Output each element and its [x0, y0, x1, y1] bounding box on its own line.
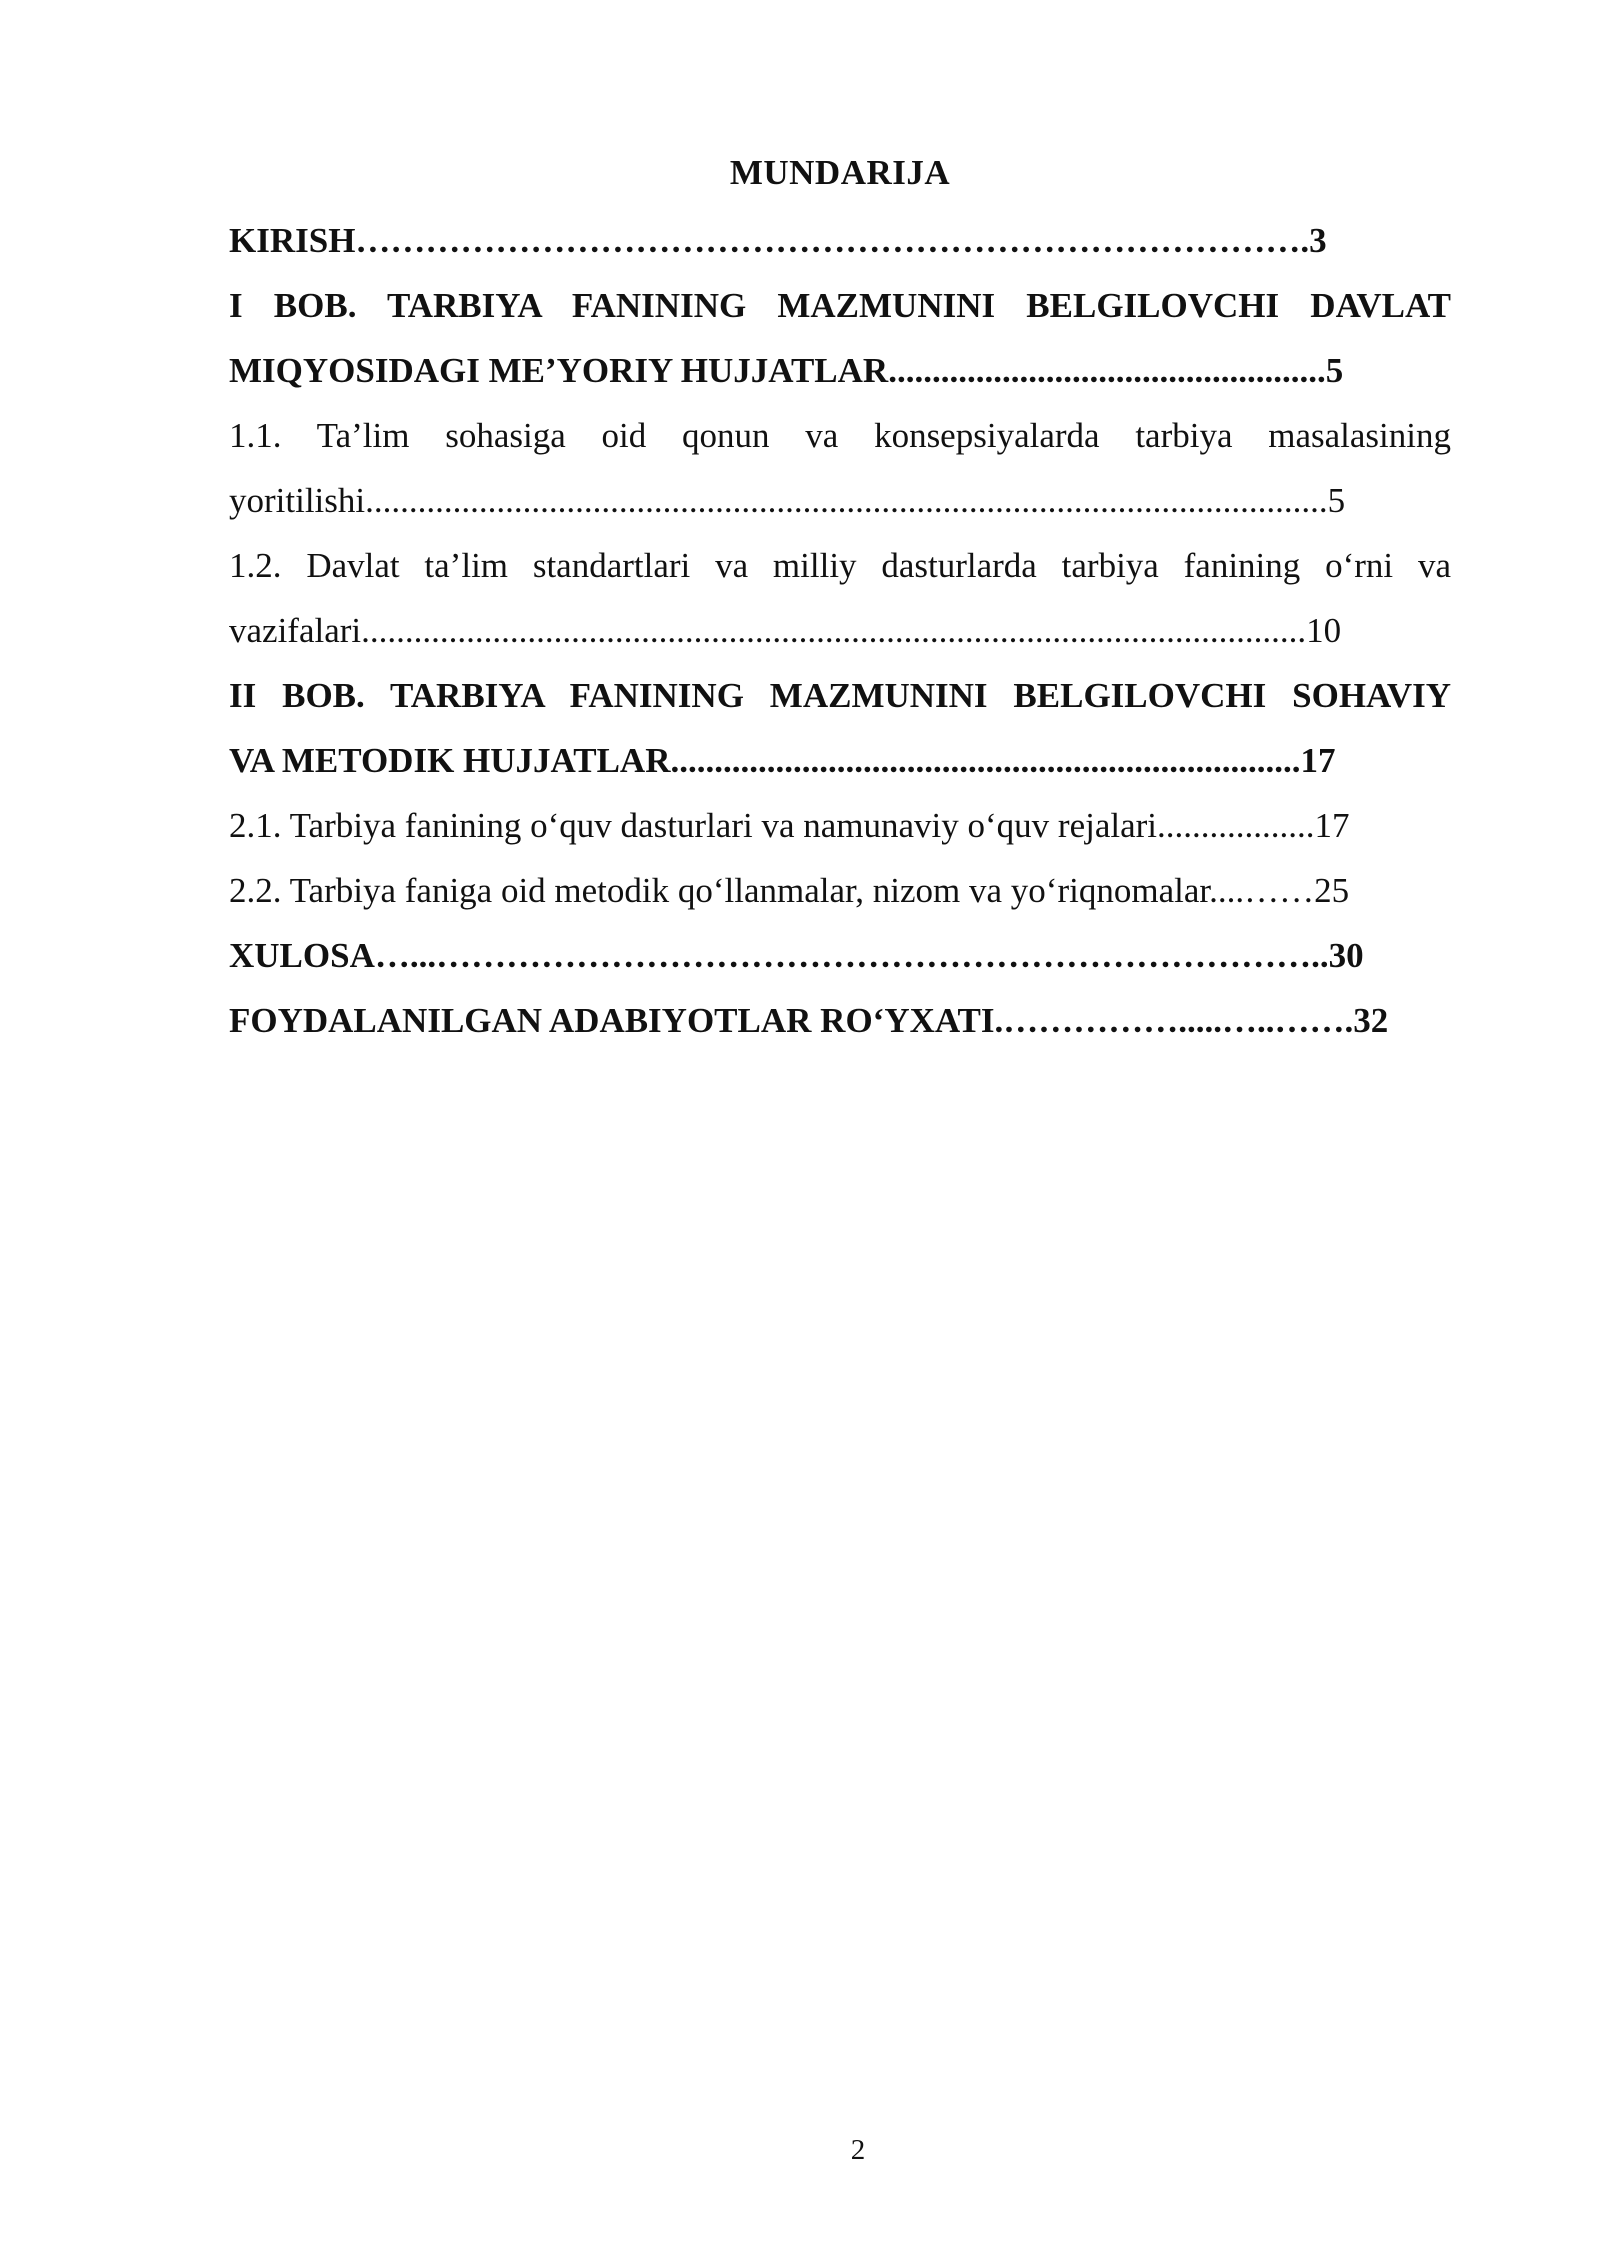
table-of-contents: [229, 208, 1451, 1053]
toc-entry-section-2-1: 2.1. Tarbiya fanining o‘quv dasturlari va namunaviy o‘quv rejalari..................17: [229, 806, 1350, 845]
toc-entry-xulosa: XULOSA…...…………………………………………………………………..30: [229, 936, 1364, 975]
toc-entry-chapter-2-line-2: VA METODIK HUJJATLAR........................................................................17: [229, 741, 1336, 780]
toc-entry-section-1-1-line-2: yoritilishi..............................................................................................................5: [229, 481, 1346, 520]
toc-entry-section-1-2-line-2: vazifalari............................................................................................................10: [229, 611, 1342, 650]
toc-entry-section-1-1-line-1: 1.1. Ta’lim sohasiga oid qonun va konsepsiyalarda tarbiya masalasining: [229, 416, 1451, 455]
toc-entry-section-2-2: 2.2. Tarbiya faniga oid metodik qo‘llanmalar, nizom va yo‘riqnomalar....……25: [229, 871, 1350, 910]
toc-entry-kirish: KIRISH……………………………………………………………………….3: [229, 221, 1327, 260]
toc-entry-chapter-1-line-2: MIQYOSIDAGI ME’YORIY HUJJATLAR..................................................5: [229, 351, 1344, 390]
page-title: MUNDARIJA: [729, 153, 951, 192]
toc-entry-section-1-2-line-1: 1.2. Davlat ta’lim standartlari va milliy dasturlarda tarbiya fanining o‘rni va: [229, 546, 1451, 585]
page-number: 2: [850, 2134, 866, 2166]
toc-entry-chapter-2-line-1: II BOB. TARBIYA FANINING MAZMUNINI BELGILOVCHI SOHAVIY: [229, 676, 1451, 715]
toc-entry-chapter-1-line-1: I BOB. TARBIYA FANINING MAZMUNINI BELGILOVCHI DAVLAT: [229, 286, 1451, 325]
toc-entry-references: FOYDALANILGAN ADABIYOTLAR RO‘YXATI.…………….....…..…….32: [229, 1001, 1389, 1040]
